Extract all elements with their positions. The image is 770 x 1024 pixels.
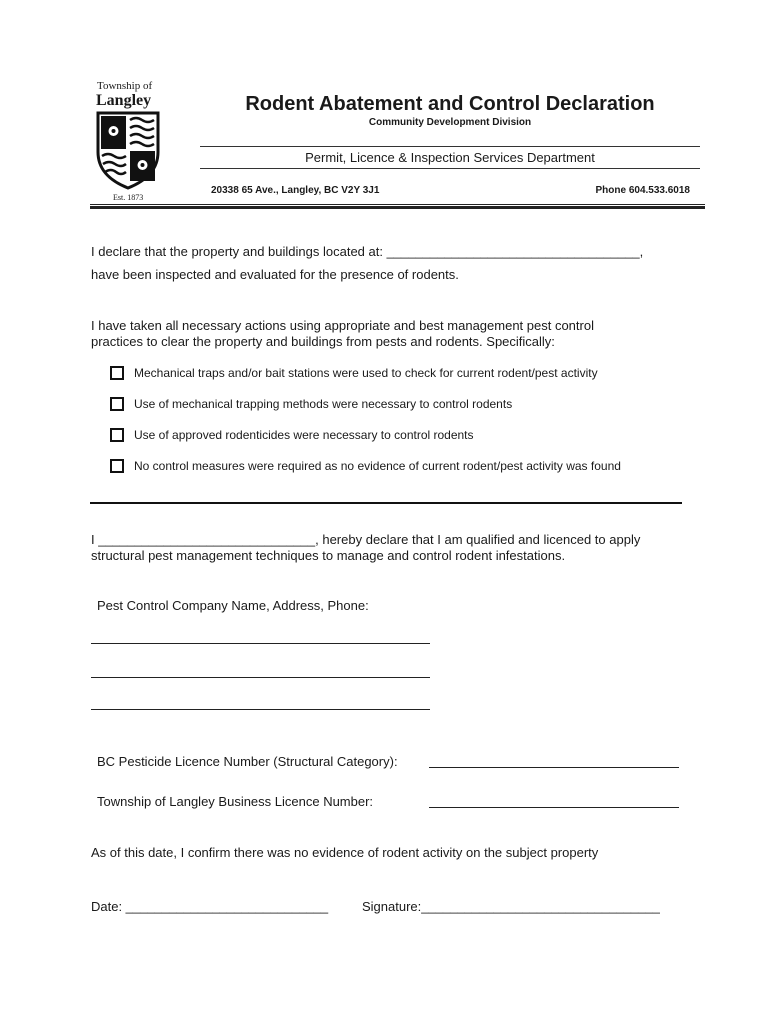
- township-crest-icon: [95, 110, 161, 190]
- company-line-1[interactable]: [91, 643, 430, 644]
- signature-field[interactable]: Signature:_________________________________: [362, 899, 660, 914]
- department-name: Permit, Licence & Inspection Services Department: [305, 150, 595, 165]
- checkbox[interactable]: [110, 366, 124, 380]
- page-title: Rodent Abatement and Control Declaration: [245, 93, 655, 115]
- checkbox[interactable]: [110, 397, 124, 411]
- office-address: 20338 65 Ave., Langley, BC V2Y 3J1: [211, 185, 380, 196]
- company-line-2[interactable]: [91, 677, 430, 678]
- company-line-3[interactable]: [91, 709, 430, 710]
- logo-top-text: Township of: [97, 80, 153, 92]
- checkbox-label: Use of approved rodenticides were necessary to control rodents: [134, 428, 474, 442]
- checkbox[interactable]: [110, 459, 124, 473]
- divider: [200, 168, 700, 169]
- logo-established: Est. 1873: [113, 193, 144, 202]
- logo-name: Langley: [96, 92, 152, 109]
- business-licence-field[interactable]: [429, 807, 679, 808]
- header-rule-thick: [90, 206, 705, 209]
- checkbox-label: No control measures were required as no evidence of current rodent/pest activity was found: [134, 459, 621, 473]
- checkbox-row-trapping-methods[interactable]: [110, 397, 512, 411]
- confirmation-statement: As of this date, I confirm there was no evidence of rodent activity on the subject property: [91, 845, 599, 860]
- actions-statement-line2: practices to clear the property and buildings from pests and rodents. Specifically:: [91, 334, 555, 349]
- date-field[interactable]: Date: ____________________________: [91, 899, 329, 914]
- business-licence-label: Township of Langley Business Licence Number:: [97, 794, 374, 809]
- actions-statement-line1: I have taken all necessary actions using appropriate and best management pest control: [91, 318, 594, 333]
- pesticide-licence-field[interactable]: [429, 767, 679, 768]
- checkbox[interactable]: [110, 428, 124, 442]
- company-info-label: Pest Control Company Name, Address, Phone:: [97, 598, 369, 613]
- inspection-statement: have been inspected and evaluated for the presence of rodents.: [91, 267, 459, 282]
- checkbox-label: Use of mechanical trapping methods were necessary to control rodents: [134, 397, 513, 411]
- checkbox-row-traps[interactable]: [110, 366, 598, 380]
- division-name: Community Development Division: [368, 117, 532, 128]
- section-divider: [90, 502, 682, 504]
- checkbox-row-rodenticides[interactable]: [110, 428, 474, 442]
- pesticide-licence-label: BC Pesticide Licence Number (Structural Category):: [97, 754, 398, 769]
- qualification-line2: structural pest management techniques to manage and control rodent infestations.: [91, 548, 566, 563]
- divider: [200, 146, 700, 147]
- property-declaration-line[interactable]: I declare that the property and buildings located at: ___________________________________,: [91, 244, 644, 259]
- qualification-line1[interactable]: I ______________________________, hereby declare that I am qualified and licenced to apply: [91, 532, 641, 547]
- checkbox-row-no-measures[interactable]: [110, 459, 621, 473]
- office-phone: Phone 604.533.6018: [595, 185, 690, 196]
- header-rule: [90, 204, 705, 205]
- checkbox-label: Mechanical traps and/or bait stations were used to check for current rodent/pest activity: [134, 366, 598, 380]
